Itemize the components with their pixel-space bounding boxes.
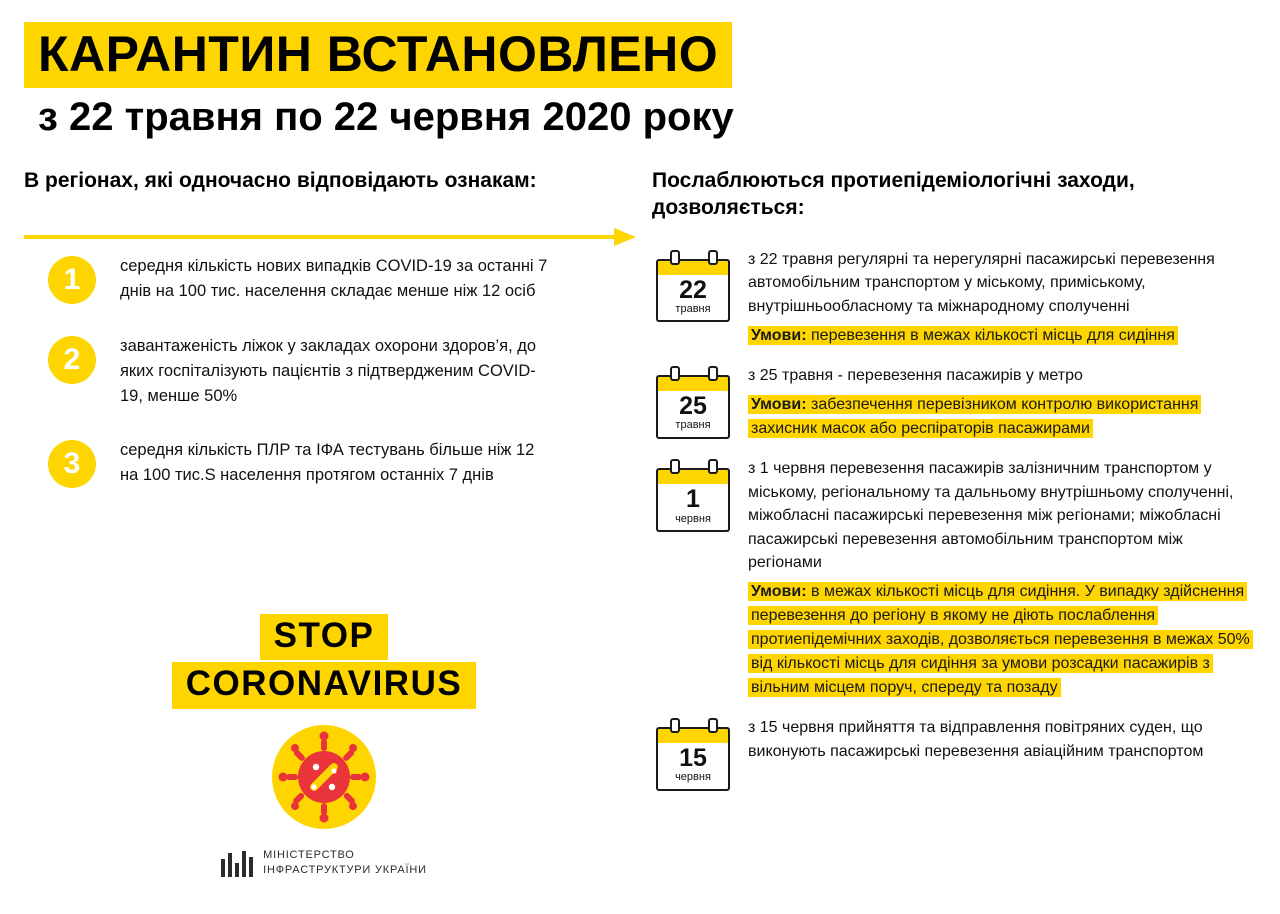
page-subtitle: з 22 травня по 22 червня 2020 року: [38, 95, 734, 139]
calendar-rings-icon: [656, 459, 730, 468]
calendar-top-bar: [656, 375, 730, 391]
criteria-text: середня кількість ПЛР та ІФА тестувань більше ніж 12 на 100 тис.S населення протягом останніх 7 днів: [120, 441, 535, 484]
calendar-body: [656, 484, 730, 531]
calendar-month: травня: [675, 303, 711, 316]
calendar-top-bar: [656, 727, 730, 743]
calendar-day: 1: [686, 485, 700, 514]
condition-text: забезпечення перевізником контролю використання захисник масок або респіраторів пасажирами: [751, 396, 1199, 438]
calendar-body: [656, 743, 730, 790]
calendar-top-bar: [656, 259, 730, 275]
calendar-icon: [656, 459, 730, 531]
condition-label: Умови:: [751, 396, 807, 414]
ministry-text: [263, 848, 427, 878]
ministry-line-2: ІНФРАСТРУКТУРИ УКРАЇНИ: [263, 863, 427, 876]
calendar-month: червня: [675, 771, 711, 784]
criteria-text: завантаженість ліжок у закладах охорони здоров’я, до яких госпіталізують пацієнтів з підтвердженим COVID-19, менше 50%: [120, 337, 537, 405]
stop-coronavirus-block: [24, 614, 624, 829]
list-item: [652, 246, 1256, 348]
criteria-text: середня кількість нових випадків COVID-19 за останні 7 днів на 100 тис. населення складає менше ніж 12 осіб: [120, 257, 548, 300]
entry-condition: [748, 393, 1256, 441]
condition-text: в межах кількості місць для сидіння. У випадку здійснення перевезення до регіону в якому не діють послаблення протиепідемічних заходів, дозволяється перевезення в межах 50% від кількості місць для сидіння за умови розсадки пасажирів з вільним місцем поруч, спереду та позаду: [751, 583, 1250, 697]
entry-condition: [748, 580, 1256, 700]
calendar-rings-icon: [656, 250, 730, 259]
criteria-number-badge: 2: [48, 336, 96, 384]
calendar-icon: [656, 718, 730, 790]
calendar-body: [656, 275, 730, 322]
right-column-heading: Послаблюються протиепідеміологічні заходи, дозволяється:: [652, 169, 1135, 219]
virus-icon: [272, 725, 376, 829]
ministry-bars-icon: [221, 849, 253, 877]
page-title: КАРАНТИН ВСТАНОВЛЕНО: [24, 22, 732, 88]
criteria-list: [24, 254, 624, 518]
calendar-rings-icon: [656, 718, 730, 727]
right-column-heading-wrap: [652, 168, 1256, 222]
ministry-logo: [24, 848, 624, 878]
entry-body: [748, 362, 1256, 441]
calendar-day: 15: [679, 744, 707, 773]
list-item: [652, 362, 1256, 441]
coronavirus-label: CORONAVIRUS: [172, 662, 476, 708]
list-item: [24, 254, 624, 304]
list-item: [24, 334, 624, 408]
calendar-icon: [656, 366, 730, 438]
page-header: [24, 22, 1256, 140]
ministry-line-1: МІНІСТЕРСТВО: [263, 849, 355, 861]
entry-text: з 22 травня регулярні та нерегулярні пасажирські перевезення автомобільним транспортом у міському, приміському, внутрішньообласному та міжнародному сполученні: [748, 251, 1215, 315]
left-column-heading: В регіонах, які одночасно відповідають ознакам:: [24, 169, 537, 192]
calendar-month: травня: [675, 419, 711, 432]
criteria-number-badge: 3: [48, 440, 96, 488]
entry-condition: [748, 324, 1256, 348]
arrow-line-icon: [24, 235, 616, 239]
left-column-heading-wrap: [24, 168, 624, 195]
stop-label: STOP: [260, 614, 389, 660]
calendar-body: [656, 391, 730, 438]
criteria-number-badge: 1: [48, 256, 96, 304]
entry-text: з 1 червня перевезення пасажирів залізничним транспортом у міському, регіональному та дальньому внутрішньому сполученні, міжобласні пасажирські перевезення між регіонами; міжобласні пасажирські перевезення автомобільним транспортом між регіонами: [748, 460, 1234, 571]
list-item: [652, 455, 1256, 700]
calendar-day: 25: [679, 392, 707, 421]
entry-body: [748, 246, 1256, 348]
timeline-entries: [652, 246, 1256, 805]
condition-text: перевезення в межах кількості місць для сидіння: [806, 327, 1175, 345]
list-item: [652, 714, 1256, 790]
virus-glyph-icon: [272, 725, 376, 829]
condition-label: Умови:: [751, 327, 807, 345]
calendar-icon: [656, 250, 730, 322]
entry-text: з 15 червня прийняття та відправлення повітряних суден, що виконують пасажирські перевезення авіаційним транспортом: [748, 719, 1204, 760]
calendar-month: червня: [675, 512, 711, 525]
arrow-head-icon: [614, 228, 636, 246]
entry-body: [748, 714, 1256, 763]
calendar-top-bar: [656, 468, 730, 484]
entry-text: з 25 травня - перевезення пасажирів у метро: [748, 367, 1083, 385]
list-item: [24, 438, 624, 488]
arrow-divider: [24, 230, 636, 244]
calendar-day: 22: [679, 276, 707, 304]
condition-label: Умови:: [751, 583, 807, 601]
calendar-rings-icon: [656, 366, 730, 375]
entry-body: [748, 455, 1256, 700]
